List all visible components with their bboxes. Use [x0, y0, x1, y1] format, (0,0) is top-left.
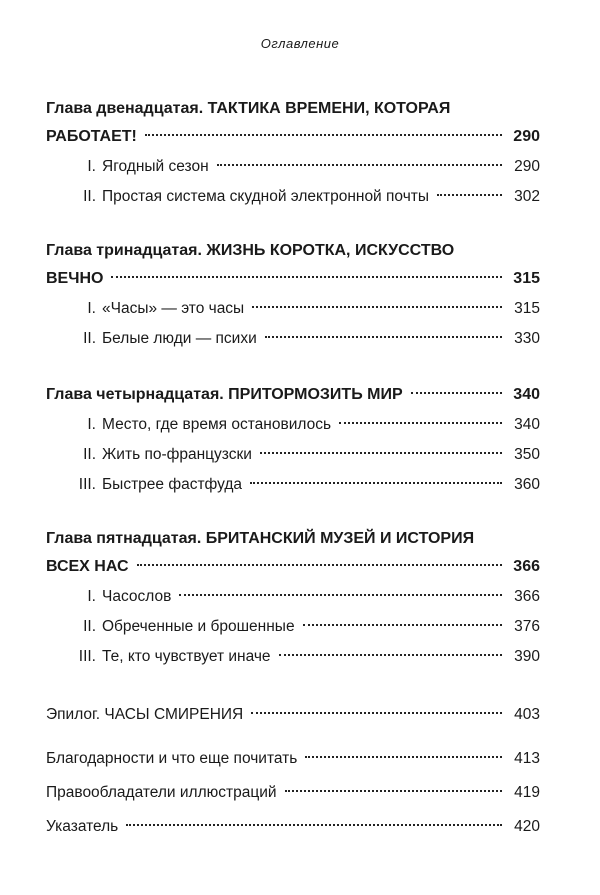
entry-title: Благодарности и что еще почитать	[46, 750, 298, 767]
leader-dots	[126, 824, 502, 826]
leader-dots	[260, 452, 502, 454]
chapter-title-line	[46, 380, 540, 410]
section-entry	[46, 440, 540, 470]
chapter-15	[46, 526, 540, 672]
section-number: II.	[83, 330, 96, 347]
section-page: 330	[514, 330, 540, 347]
leader-dots	[303, 624, 502, 626]
entry-page: 419	[514, 784, 540, 801]
chapter-page: 366	[513, 558, 540, 575]
chapter-page: 290	[513, 128, 540, 145]
section-entry	[46, 152, 540, 182]
section-number: II.	[83, 188, 96, 205]
section-page: 360	[514, 476, 540, 493]
section-number: I.	[87, 588, 96, 605]
leader-dots	[285, 790, 502, 792]
section-number: II.	[83, 618, 96, 635]
leader-dots	[251, 712, 502, 714]
chapter-title-continued: ВЕЧНО	[46, 270, 104, 287]
chapter-title-line	[46, 264, 540, 294]
section-number: I.	[87, 300, 96, 317]
section-number: III.	[78, 648, 96, 665]
chapter-14	[46, 380, 540, 500]
leader-dots	[279, 654, 502, 656]
entry-title: Эпилог. ЧАСЫ СМИРЕНИЯ	[46, 706, 244, 723]
section-entry	[46, 324, 540, 354]
section-page: 302	[514, 188, 540, 205]
section-page: 340	[514, 416, 540, 433]
chapter-12	[46, 96, 540, 212]
section-entry	[46, 612, 540, 642]
entry-title: Указатель	[46, 818, 119, 835]
section-entry	[46, 582, 540, 612]
section-page: 376	[514, 618, 540, 635]
entry-page: 413	[514, 750, 540, 767]
section-title: Обреченные и брошенные	[102, 618, 295, 635]
leader-dots	[339, 422, 502, 424]
chapter-title-continued: ВСЕХ НАС	[46, 558, 129, 575]
section-number: III.	[78, 476, 96, 493]
back-matter-entry	[46, 810, 540, 844]
entry-page: 403	[514, 706, 540, 723]
leader-dots	[250, 482, 502, 484]
section-page: 315	[514, 300, 540, 317]
section-title: Ягодный сезон	[102, 158, 209, 175]
chapter-title: Глава пятнадцатая. БРИТАНСКИЙ МУЗЕЙ И ИСТОРИЯ	[46, 530, 475, 547]
chapter-title: Глава двенадцатая. ТАКТИКА ВРЕМЕНИ, КОТОРАЯ	[46, 100, 451, 117]
back-matter-entry	[46, 742, 540, 776]
section-entry	[46, 294, 540, 324]
section-title: «Часы» — это часы	[102, 300, 245, 317]
section-page: 290	[514, 158, 540, 175]
leader-dots	[145, 134, 502, 136]
section-title: Быстрее фастфуда	[102, 476, 243, 493]
leader-dots	[111, 276, 502, 278]
leader-dots	[179, 594, 502, 596]
section-entry	[46, 642, 540, 672]
leader-dots	[265, 336, 502, 338]
leader-dots	[305, 756, 502, 758]
entry-title: Правообладатели иллюстраций	[46, 784, 277, 801]
leader-dots	[252, 306, 502, 308]
chapter-title-continued: РАБОТАЕТ!	[46, 128, 137, 145]
section-entry	[46, 182, 540, 212]
chapter-13	[46, 238, 540, 354]
section-number: I.	[87, 158, 96, 175]
chapter-title-line	[46, 552, 540, 582]
section-title: Простая система скудной электронной почты	[102, 188, 430, 205]
leader-dots	[217, 164, 502, 166]
section-title: Белые люди — психи	[102, 330, 257, 347]
table-of-contents	[46, 96, 540, 844]
section-entry	[46, 470, 540, 500]
chapter-title: Глава тринадцатая. ЖИЗНЬ КОРОТКА, ИСКУССТВО	[46, 242, 455, 259]
section-title: Место, где время остановилось	[102, 416, 332, 433]
section-page: 390	[514, 648, 540, 665]
leader-dots	[437, 194, 502, 196]
chapter-page: 340	[513, 386, 540, 403]
chapter-title: Глава четырнадцатая. ПРИТОРМОЗИТЬ МИР	[46, 386, 403, 403]
back-matter-entry	[46, 776, 540, 810]
leader-dots	[137, 564, 502, 566]
leader-dots	[411, 392, 502, 394]
section-title: Часослов	[102, 588, 172, 605]
chapter-title-line	[46, 122, 540, 152]
section-number: II.	[83, 446, 96, 463]
back-matter-entry	[46, 698, 540, 732]
entry-page: 420	[514, 818, 540, 835]
section-entry	[46, 410, 540, 440]
section-title: Жить по-французски	[102, 446, 252, 463]
section-title: Те, кто чувствует иначе	[102, 648, 271, 665]
section-number: I.	[87, 416, 96, 433]
section-page: 366	[514, 588, 540, 605]
running-head: Оглавление	[260, 36, 340, 51]
back-matter	[46, 698, 540, 844]
section-page: 350	[514, 446, 540, 463]
chapter-page: 315	[513, 270, 540, 287]
